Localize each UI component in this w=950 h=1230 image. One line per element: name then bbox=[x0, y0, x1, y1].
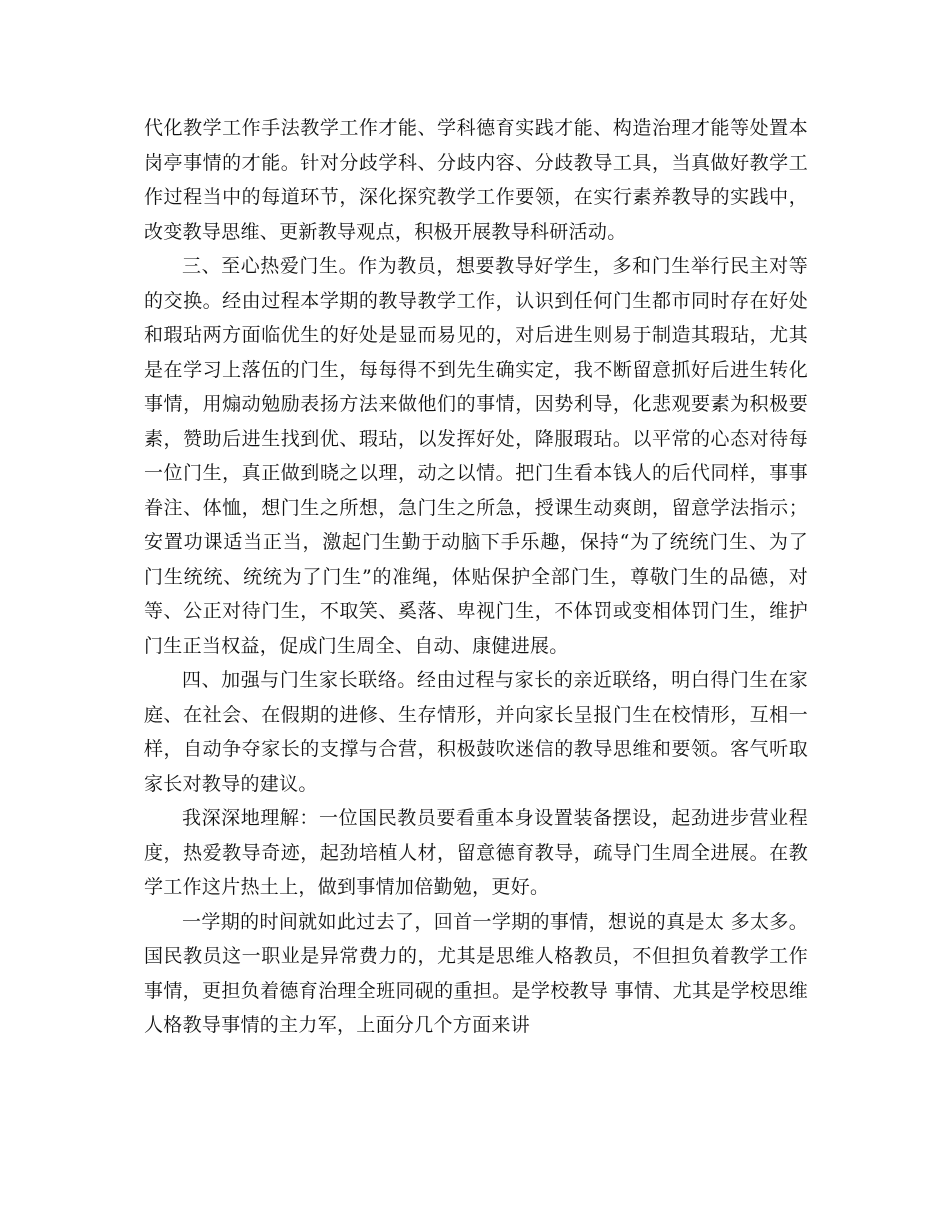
paragraph-1: 代化教学工作手法教学工作才能、学科德育实践才能、构造治理才能等处置本岗亭事情的才能。针对分歧学科、分歧内容、分歧教导工具，当真做好教学工作过程当中的每道环节，深化探究教学工作要领，在实行素养教导的实践中，改变教导思维、更新教导观点，积极开展教导科研活动。 bbox=[144, 117, 808, 243]
paragraph-4: 我深深地理解：一位国民教员要看重本身设置装备摆设，起劲进步营业程度，热爱教导奇迹，起劲培植人材，留意德育教导，疏导门生周全进展。在教学工作这片热土上，做到事情加倍勤勉，更好。 bbox=[144, 807, 808, 898]
paragraph-2: 三、至心热爱门生。作为教员，想要教导好学生，多和门生举行民主对等的交换。经由过程本学期的教导教学工作，认识到任何门生都市同时存在好处和瑕玷两方面临优生的好处是显而易见的，对后进生则易于制造其瑕玷，尤其是在学习上落伍的门生，每每得不到先生确实定，我不断留意抓好后进生转化事情，用煽动勉励表扬方法来做他们的事情，因势利导，化悲观要素为积极要素，赞助后进生找到优、瑕玷，以发挥好处，降服瑕玷。以平常的心态对待每一位门生，真正做到晓之以理，动之以情。把门生看本钱人的后代同样，事事眷注、体恤，想门生之所想，急门生之所急，授课生动爽朗，留意学法指示；安置功课适当正当，激起门生勤于动脑下手乐趣，保持“为了统统门生、为了门生统统、统统为了门生”的准绳，体贴保护全部门生，尊敬门生的品德，对等、公正对待门生，不取笑、奚落、卑视门生，不体罚或变相体罚门生，维护门生正当权益，促成门生周全、自动、康健进展。 bbox=[144, 255, 808, 657]
document-body bbox=[144, 111, 808, 1043]
paragraph-3: 四、加强与门生家长联络。经由过程与家长的亲近联络，明白得门生在家庭、在社会、在假期的进修、生存情形，并向家长呈报门生在校情形，互相一样，自动争夺家长的支撑与合营，积极鼓吹迷信的教导思维和要领。客气听取家长对教导的建议。 bbox=[144, 669, 808, 795]
paragraph-5: 一学期的时间就如此过去了，回首一学期的事情，想说的真是太 多太多。国民教员这一职业是异常费力的，尤其是思维人格教员，不但担负着教学工作事情，更担负着德育治理全班同砚的重担。是学校教导 事情、尤其是学校思维人格教导事情的主力军，上面分几个方面来讲 bbox=[144, 910, 808, 1036]
